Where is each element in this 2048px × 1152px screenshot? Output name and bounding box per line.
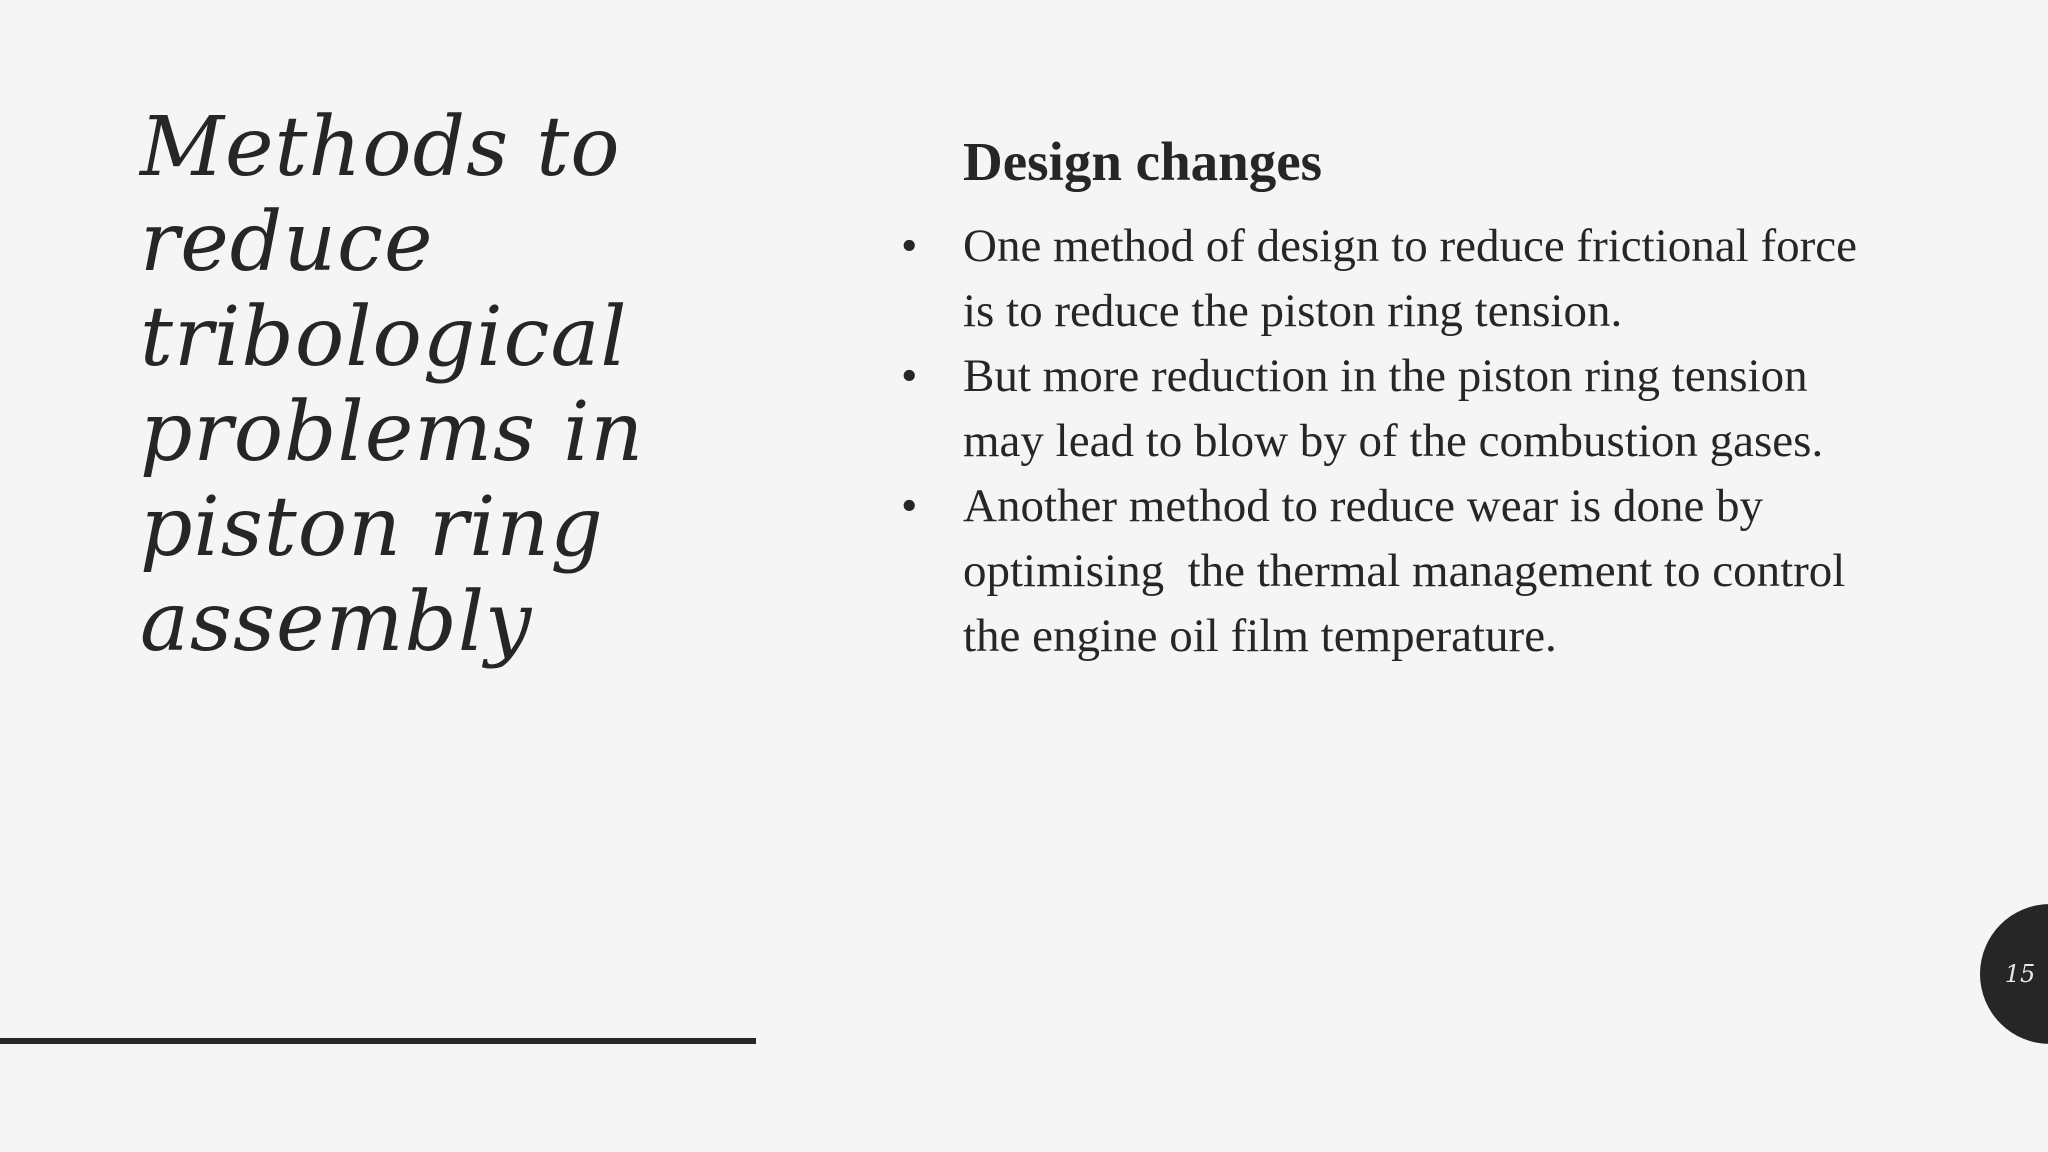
title-line: piston ring [140, 480, 604, 575]
bullet-text-line: One method of design to reduce frictional force [963, 220, 1857, 272]
section-heading: Design changes [963, 131, 1323, 192]
divider-line [0, 1038, 756, 1044]
bullet-text-line: the engine oil film temperature. [963, 610, 1557, 662]
bullet-item [901, 344, 1923, 474]
bullet-text-line: may lead to blow by of the combustion gases. [963, 415, 1824, 467]
slide-title [140, 100, 700, 670]
title-line: problems in [140, 385, 645, 480]
bullet-icon: • [901, 220, 918, 272]
bullet-text-line: is to reduce the piston ring tension. [963, 285, 1623, 337]
content-area [901, 128, 1923, 669]
bullet-text-line: But more reduction in the piston ring tension [963, 350, 1808, 402]
bullet-list [901, 214, 1923, 669]
bullet-icon: • [901, 350, 918, 402]
page-number: 15 [2004, 960, 2036, 988]
title-line: Methods to [140, 100, 621, 195]
title-line: reduce [140, 195, 434, 290]
title-line: assembly [140, 575, 533, 670]
bullet-item [901, 214, 1923, 344]
bullet-item [901, 474, 1923, 669]
bullet-text-line: Another method to reduce wear is done by [963, 480, 1764, 532]
bullet-text-line: optimising the thermal management to control [963, 545, 1846, 597]
title-line: tribological [140, 290, 628, 385]
bullet-icon: • [901, 480, 918, 532]
